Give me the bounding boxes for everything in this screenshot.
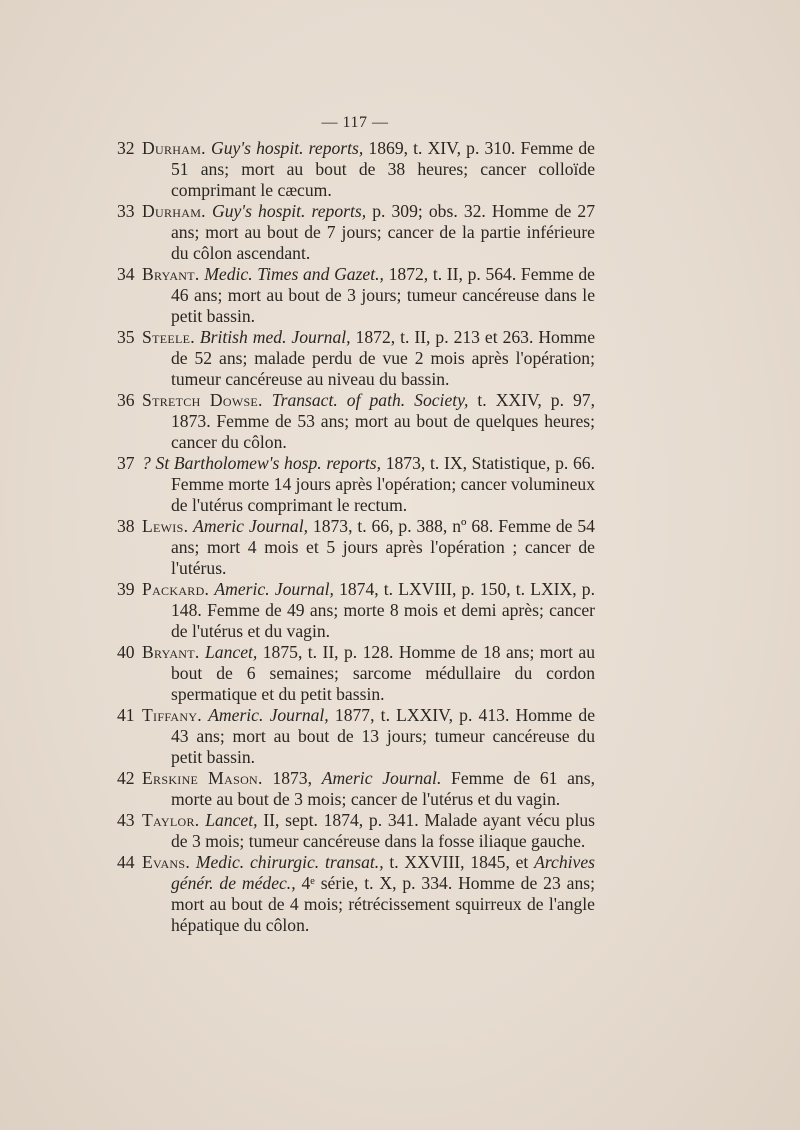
entry-source: Transact. of path. Society, bbox=[271, 390, 469, 410]
page-number: — 117 — bbox=[321, 114, 389, 131]
entry-author: Durham. bbox=[142, 201, 206, 221]
reference-entry bbox=[117, 810, 595, 852]
reference-entry bbox=[117, 705, 595, 768]
entry-author: Evans. bbox=[142, 852, 191, 872]
reference-entry bbox=[117, 579, 595, 642]
entry-number: 44 bbox=[117, 852, 135, 872]
entry-number: 34 bbox=[117, 264, 135, 284]
reference-entry bbox=[117, 201, 595, 264]
entry-text: II, sept. 1874, p. 341. Malade ayant vécu plus de 3 mois; tumeur cancéreuse dans la fosse iliaque gauche. bbox=[171, 810, 596, 851]
entry-text: 1874, t. LXVIII, p. 150, t. LXIX, p. 148. Femme de 49 ans; morte 8 mois et demi après; cancer de l'utérus et du vagin. bbox=[171, 579, 595, 641]
entry-source-secondary: Archives génér. de médec., bbox=[171, 852, 595, 893]
reference-entry bbox=[117, 768, 595, 810]
entry-author: Bryant. bbox=[142, 642, 200, 662]
entry-number: 32 bbox=[117, 138, 135, 158]
entry-author: Packard. bbox=[142, 579, 210, 599]
reference-list bbox=[117, 138, 595, 936]
entry-source: British med. Journal, bbox=[199, 327, 351, 347]
entry-number: 40 bbox=[117, 642, 135, 662]
entry-text: 4ᵉ série, t. X, p. 334. Homme de 23 ans; mort au bout de 4 mois; rétrécissement squirreux de l'angle hépatique du côlon. bbox=[171, 873, 595, 935]
entry-number: 37 bbox=[117, 453, 135, 473]
reference-entry bbox=[117, 264, 595, 327]
entry-text: p. 309; obs. 32. Homme de 27 ans; mort au bout de 7 jours; cancer de la partie inférieure du côlon ascendant. bbox=[171, 201, 595, 263]
entry-author: Durham. bbox=[142, 138, 206, 158]
entry-author: Tiffany. bbox=[142, 705, 202, 725]
entry-source: Lancet, bbox=[205, 642, 258, 662]
entry-number: 38 bbox=[117, 516, 135, 536]
entry-source: Americ. Journal, bbox=[208, 705, 329, 725]
entry-text: 1875, t. II, p. 128. Homme de 18 ans; mort au bout de 6 semaines; sarcome médullaire du cordon spermatique et du petit bassin. bbox=[171, 642, 596, 704]
reference-entry bbox=[117, 390, 595, 453]
entry-number: 35 bbox=[117, 327, 135, 347]
entry-author: Bryant. bbox=[142, 264, 200, 284]
entry-text: Femme de 61 ans, morte au bout de 3 mois; cancer de l'utérus et du vagin. bbox=[171, 768, 595, 809]
entry-source: Guy's hospit. reports, bbox=[211, 138, 364, 158]
entry-text: 1873, t. 66, p. 388, nº 68. Femme de 54 ans; mort 4 mois et 5 jours après l'opération ; cancer de l'utérus. bbox=[171, 516, 595, 578]
entry-text: 1877, t. LXXIV, p. 413. Homme de 43 ans; mort au bout de 13 jours; tumeur cancéreuse du petit bassin. bbox=[171, 705, 596, 767]
entry-source: Americ. Journal, bbox=[214, 579, 334, 599]
entry-number: 33 bbox=[117, 201, 135, 221]
entry-source: Medic. Times and Gazet., bbox=[204, 264, 384, 284]
reference-entry bbox=[117, 327, 595, 390]
entry-author: Steele. bbox=[142, 327, 195, 347]
entry-author: Taylor. bbox=[142, 810, 200, 830]
reference-entry bbox=[117, 852, 595, 936]
entry-text: 1869, t. XIV, p. 310. Femme de 51 ans; mort au bout de 38 heures; cancer colloïde comprimant le cæcum. bbox=[171, 138, 595, 200]
entry-author: Lewis. bbox=[142, 516, 189, 536]
reference-entry bbox=[117, 453, 595, 516]
entry-text: t. XXIV, p. 97, 1873. Femme de 53 ans; mort au bout de quelques heures; cancer du côlon. bbox=[171, 390, 596, 452]
reference-entry bbox=[117, 138, 595, 201]
entry-number: 43 bbox=[117, 810, 135, 830]
entry-text-pre: t. XXVIII, 1845, et bbox=[389, 852, 529, 872]
entry-number: 39 bbox=[117, 579, 135, 599]
entry-text: 1872, t. II, p. 564. Femme de 46 ans; mort au bout de 3 jours; tumeur cancéreuse dans le petit bassin. bbox=[171, 264, 595, 326]
entry-text-pre: 1873, bbox=[272, 768, 312, 788]
entry-text: 1873, t. IX, Statistique, p. 66. Femme morte 14 jours après l'opération; cancer volumineux de l'utérus comprimant le rectum. bbox=[171, 453, 595, 515]
entry-number: 41 bbox=[117, 705, 135, 725]
entry-text: 1872, t. II, p. 213 et 263. Homme de 52 ans; malade perdu de vue 2 mois après l'opération; tumeur cancéreuse au niveau du bassin. bbox=[171, 327, 596, 389]
entry-author: ? bbox=[142, 453, 151, 473]
entry-source: Americ Journal, bbox=[193, 516, 308, 536]
entry-source: Guy's hospit. reports, bbox=[212, 201, 367, 221]
entry-source: Lancet, bbox=[205, 810, 258, 830]
entry-author: Stretch Dowse. bbox=[142, 390, 263, 410]
entry-number: 36 bbox=[117, 390, 135, 410]
entry-number: 42 bbox=[117, 768, 135, 788]
reference-entry bbox=[117, 516, 595, 579]
entry-source: Medic. chirurgic. transat., bbox=[195, 852, 384, 872]
entry-source: Americ Journal. bbox=[321, 768, 442, 788]
reference-entry bbox=[117, 642, 595, 705]
entry-source: St Bartholomew's hosp. reports, bbox=[155, 453, 381, 473]
entry-author: Erskine Mason. bbox=[142, 768, 263, 788]
